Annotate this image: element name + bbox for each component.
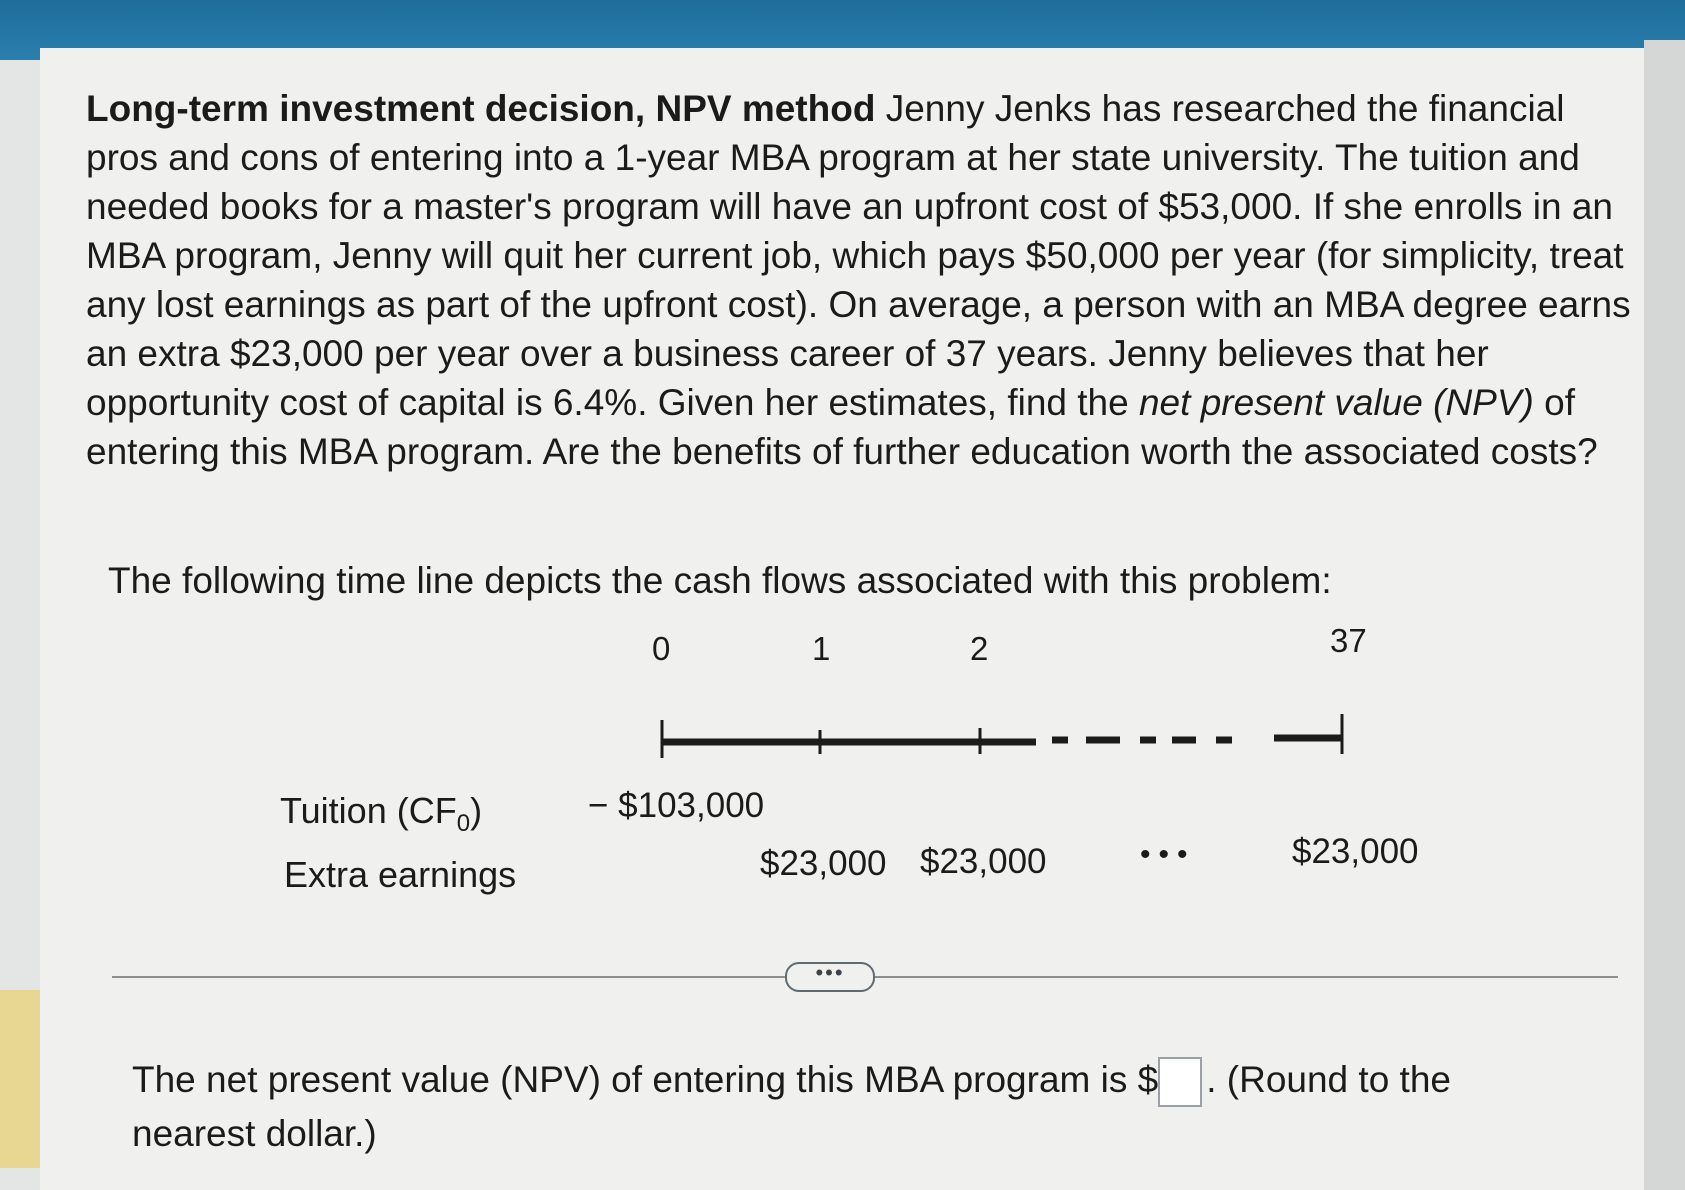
answer-prefix: The net present value (NPV) of entering this MBA program is $ bbox=[132, 1059, 1159, 1100]
timeline-axis bbox=[640, 708, 1420, 758]
earnings-label: Extra earnings bbox=[284, 854, 517, 895]
expand-button[interactable]: ••• bbox=[785, 962, 875, 992]
question-panel bbox=[40, 48, 1644, 1190]
right-scrollbar[interactable] bbox=[1644, 40, 1685, 1190]
problem-text-2: of entering this MBA program. Are the benefits of further education worth the associated costs? bbox=[86, 382, 1598, 472]
timeline-intro: The following time line depicts the cash flows associated with this problem: bbox=[108, 560, 1332, 601]
earnings-value-37: $23,000 bbox=[1292, 832, 1419, 871]
tuition-label-text: Tuition (CF bbox=[280, 790, 457, 831]
npv-answer-input[interactable] bbox=[1158, 1057, 1202, 1107]
answer-suffix: . (Round to the nearest dollar.) bbox=[132, 1059, 1451, 1155]
tick-label-0: 0 bbox=[652, 630, 671, 667]
tuition-label-end: ) bbox=[470, 790, 483, 831]
earnings-value-2: $23,000 bbox=[920, 842, 1047, 881]
timeline-ellipsis: ••• bbox=[1140, 838, 1196, 871]
problem-statement bbox=[86, 84, 1646, 476]
tuition-label bbox=[280, 790, 482, 838]
problem-term: net present value (NPV) bbox=[1138, 382, 1534, 423]
answer-line bbox=[132, 1053, 1572, 1161]
tick-label-37: 37 bbox=[1330, 622, 1367, 659]
tuition-value: − $103,000 bbox=[588, 786, 765, 825]
earnings-value-1: $23,000 bbox=[760, 844, 887, 883]
problem-text-1: Jenny Jenks has researched the financial pros and cons of entering into a 1-year MBA program at her state university. The tuition and needed books for a master's program will have an upfront cost of $53,000. If she enrolls in an MBA program, Jenny will quit her current job, which pays $50,000 per year (for simplicity, treat any lost earnings as part of the upfront cost). On average, a person with an MBA degree earns an extra $23,000 per year over a business career of 37 years. Jenny believes that her opportunity cost of capital is 6.4%. Given her estimates, find the bbox=[86, 88, 1631, 423]
problem-title: Long-term investment decision, NPV method bbox=[86, 88, 876, 129]
tuition-label-sub: 0 bbox=[456, 810, 471, 838]
tick-label-2: 2 bbox=[970, 630, 989, 667]
tick-label-1: 1 bbox=[812, 630, 831, 667]
